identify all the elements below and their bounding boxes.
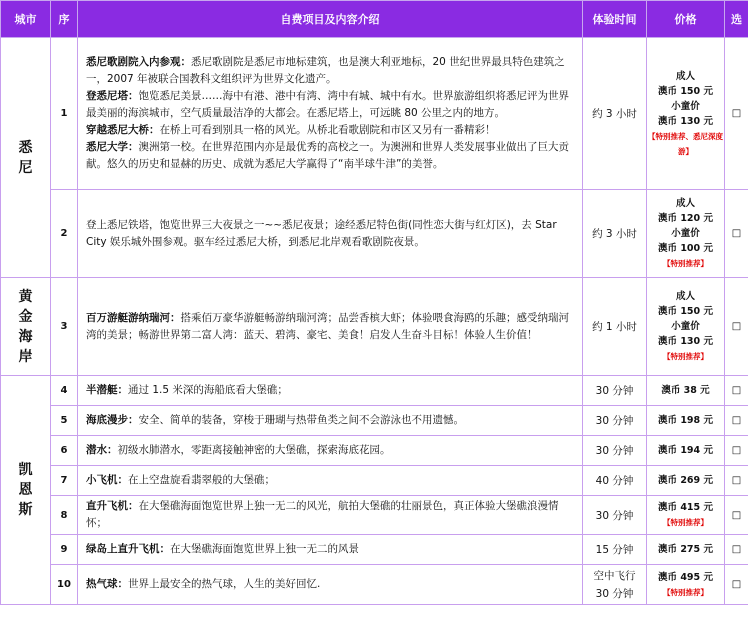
row-duration: 30 分钟 [583, 496, 647, 535]
city-label: 悉 尼 [18, 139, 33, 176]
row-price [647, 190, 725, 278]
item-text: 初级水肺潜水，零距离接触神密的大堡礁，探索海底花园。 [117, 444, 391, 456]
item-text: 在桥上可看到别具一格的风光。从桥北看歌剧院和市区又另有一番精彩！ [159, 124, 496, 136]
price-value: 澳币 495 元 [658, 571, 713, 583]
row-description [78, 466, 583, 496]
checkbox-glyph[interactable]: □ [731, 475, 742, 486]
price-value: 澳币 415 元 [658, 502, 713, 513]
table-row [1, 496, 748, 535]
price-value: 澳币 269 元 [658, 475, 713, 486]
item-text: 搭乘佰万豪华游艇畅游纳瑞河湾；品尝香槟大虾；体验喂食海鸥的乐趣；感受纳瑞河湾的美景；畅游世界第二富人湾：蓝天、碧湾、豪宅、美食！启发人生奋斗目标！体验人生价值！ [86, 311, 569, 341]
row-description [78, 190, 583, 278]
item-title: 登悉尼塔： [86, 90, 139, 102]
select-checkbox[interactable] [725, 466, 748, 496]
checkbox-glyph[interactable]: □ [731, 228, 742, 239]
select-checkbox[interactable] [725, 376, 748, 406]
price-label: 小童价 [671, 321, 700, 332]
price-label: 成人 [675, 198, 695, 209]
item-title: 直升飞机： [86, 500, 139, 512]
table-row [1, 376, 748, 406]
header-row [1, 1, 748, 38]
item-text: 在大堡礁海面饱览世界上独一无二的风光，航拍大堡礁的壮丽景色，真正体验大堡礁浪漫情怀； [86, 500, 559, 529]
city-label: 凯 恩 斯 [18, 462, 33, 518]
row-index: 1 [51, 38, 78, 190]
item-title: 海底漫步： [86, 414, 139, 426]
item-text: 悉尼歌剧院是悉尼市地标建筑，也是澳大利亚地标，20 世纪世界最具特色建筑之一，2007 年被联合国教科文组织评为世界文化遗产。 [86, 56, 565, 85]
item-text: 饱览悉尼美景……海中有港、港中有湾、湾中有城、城中有水。世界旅游组织将悉尼评为世界最美丽的海滨城市，空气质量最洁净的大都会。在悉尼塔上，可远眺 80 公里之内的地方。 [86, 90, 569, 119]
table-row [1, 406, 748, 436]
row-description [78, 565, 583, 605]
row-duration [583, 565, 647, 605]
row-description [78, 496, 583, 535]
select-checkbox[interactable] [725, 535, 748, 565]
price-value: 澳币 100 元 [658, 243, 713, 254]
price-value: 澳币 194 元 [658, 445, 713, 456]
select-checkbox[interactable] [725, 406, 748, 436]
price-value: 澳币 150 元 [658, 306, 713, 317]
item-title: 穿越悉尼大桥： [86, 124, 160, 136]
city-cairns [1, 376, 51, 605]
row-index: 5 [51, 406, 78, 436]
select-checkbox[interactable] [725, 436, 748, 466]
row-description [78, 436, 583, 466]
price-label: 成人 [675, 70, 695, 82]
table-row [1, 565, 748, 605]
row-price [647, 38, 725, 190]
item-title: 潜水： [86, 444, 118, 456]
checkbox-glyph[interactable]: □ [731, 321, 742, 332]
row-description [78, 376, 583, 406]
row-duration: 30 分钟 [583, 436, 647, 466]
item-title: 小飞机： [86, 474, 128, 486]
row-price [647, 278, 725, 376]
desc-paragraph [86, 88, 576, 122]
item-title: 百万游艇游纳瑞河： [86, 311, 181, 324]
row-duration: 30 分钟 [583, 376, 647, 406]
row-price [647, 565, 725, 605]
city-label: 黄 金 海 岸 [18, 288, 33, 365]
row-price [647, 535, 725, 565]
city-goldcoast [1, 278, 51, 376]
duration-line: 空中飞行 [593, 569, 636, 582]
row-index: 4 [51, 376, 78, 406]
item-title: 悉尼大学： [86, 141, 139, 153]
item-title: 绿岛上直升飞机： [86, 543, 170, 555]
select-checkbox[interactable] [725, 278, 748, 376]
row-index: 8 [51, 496, 78, 535]
item-title: 热气球： [86, 578, 128, 590]
row-duration: 约 1 小时 [583, 278, 647, 376]
recommend-note: 【特别推荐】 [663, 352, 708, 361]
checkbox-glyph[interactable]: □ [731, 108, 742, 119]
header-select: 选 [725, 1, 748, 38]
item-title: 半潜艇： [86, 384, 128, 396]
price-label: 小童价 [671, 228, 700, 239]
select-checkbox[interactable] [725, 565, 748, 605]
item-title: 悉尼歌剧院入内参观： [86, 56, 191, 68]
row-duration: 30 分钟 [583, 406, 647, 436]
price-value: 澳币 275 元 [658, 544, 713, 555]
price-label: 成人 [675, 291, 695, 302]
price-value: 澳币 130 元 [658, 115, 713, 127]
checkbox-glyph[interactable]: □ [731, 544, 742, 555]
recommend-note: 【特别推荐】 [663, 587, 708, 597]
row-duration: 15 分钟 [583, 535, 647, 565]
row-description [78, 535, 583, 565]
row-index: 10 [51, 565, 78, 605]
checkbox-glyph[interactable]: □ [731, 415, 742, 426]
checkbox-glyph[interactable]: □ [731, 579, 742, 590]
row-price [647, 406, 725, 436]
table-row [1, 466, 748, 496]
item-text: 在上空盘旋看翡翠般的大堡礁； [128, 474, 275, 486]
checkbox-glyph[interactable]: □ [731, 445, 742, 456]
row-index: 6 [51, 436, 78, 466]
table-row [1, 278, 748, 376]
row-description [78, 278, 583, 376]
row-index: 7 [51, 466, 78, 496]
city-sydney [1, 38, 51, 278]
header-price: 价格 [647, 1, 725, 38]
row-duration: 40 分钟 [583, 466, 647, 496]
item-text: 在大堡礁海面饱览世界上独一无二的风景 [170, 543, 359, 555]
price-label: 小童价 [671, 100, 700, 112]
desc-paragraph [86, 122, 576, 139]
header-description: 自费项目及内容介绍 [78, 1, 583, 38]
select-checkbox[interactable] [725, 190, 748, 278]
row-price [647, 496, 725, 535]
header-duration: 体验时间 [583, 1, 647, 38]
checkbox-glyph[interactable]: □ [731, 509, 742, 521]
duration-line: 30 分钟 [595, 587, 634, 600]
row-description [78, 406, 583, 436]
item-text: 世界上最安全的热气球，人生的美好回忆. [128, 578, 321, 590]
table-row [1, 38, 748, 190]
recommend-note: 【特别推荐】 [663, 518, 708, 527]
price-value: 澳币 130 元 [658, 336, 713, 347]
desc-paragraph [86, 139, 576, 173]
row-index: 2 [51, 190, 78, 278]
item-text: 通过 1.5 米深的海船底看大堡礁； [128, 384, 288, 396]
row-price [647, 376, 725, 406]
price-value: 澳币 120 元 [658, 213, 713, 224]
row-duration: 约 3 小时 [583, 38, 647, 190]
table-row [1, 535, 748, 565]
price-value: 澳币 198 元 [658, 415, 713, 426]
recommend-note: 【特别推荐】 [663, 259, 708, 268]
select-checkbox[interactable] [725, 496, 748, 535]
row-price [647, 436, 725, 466]
row-duration: 约 3 小时 [583, 190, 647, 278]
row-index: 3 [51, 278, 78, 376]
checkbox-glyph[interactable]: □ [731, 385, 742, 396]
row-index: 9 [51, 535, 78, 565]
table-row [1, 436, 748, 466]
row-price [647, 466, 725, 496]
select-checkbox[interactable] [725, 38, 748, 190]
row-description [78, 38, 583, 190]
recommend-note: 【特别推荐、悉尼深度游】 [648, 131, 723, 156]
price-value: 澳币 38 元 [661, 385, 710, 396]
header-index: 序 [51, 1, 78, 38]
table-row [1, 190, 748, 278]
item-text: 安全、简单的装备，穿梭于珊瑚与热带鱼类之间不会游泳也不用遗憾。 [138, 414, 464, 426]
desc-paragraph [86, 54, 576, 88]
price-value: 澳币 150 元 [658, 85, 713, 97]
item-text: 澳洲第一校。在世界范围内亦是最优秀的高校之一。为澳洲和世界人类发展事业做出了巨大贡献。悠久的历史和显赫的历史、成就为悉尼大学赢得了“南半球牛津”的美誉。 [86, 141, 569, 170]
header-city: 城市 [1, 1, 51, 38]
item-text: 登上悉尼铁塔，饱览世界三大夜景之一~~悉尼夜景；途经悉尼特色街(同性恋大街与红灯区)，去 Star City 娱乐城外围参观。驱车经过悉尼大桥，到悉尼北岸观看歌剧院夜景。 [86, 218, 557, 248]
